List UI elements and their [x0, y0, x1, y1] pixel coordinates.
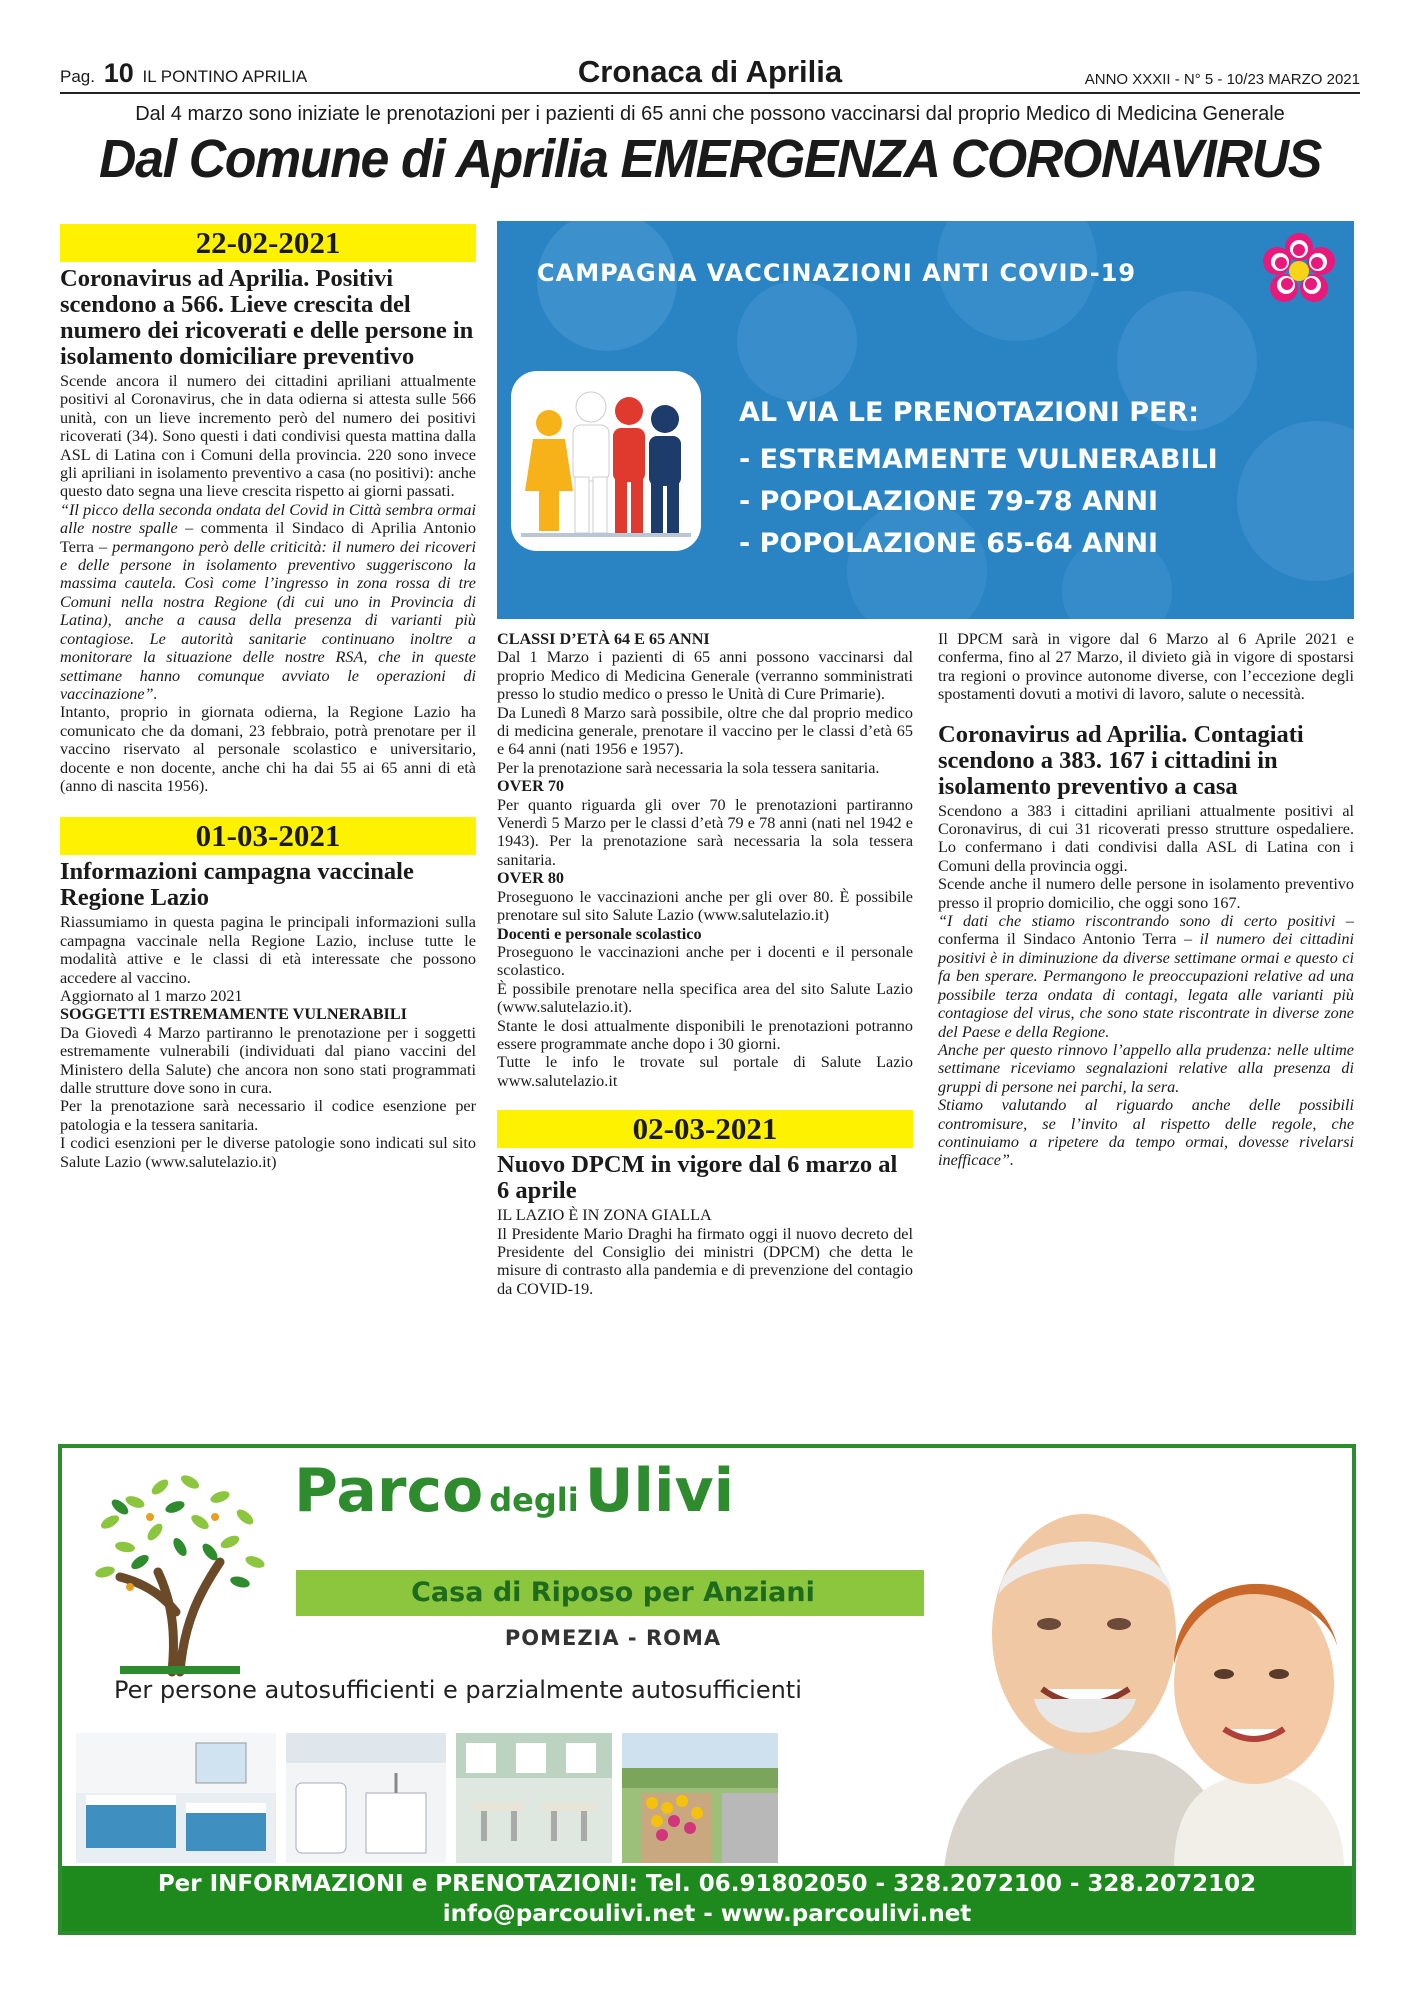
subheading: OVER 80: [497, 869, 565, 888]
paragraph: Tutte le info le trovate sul portale di Salute Lazio www.salutelazio.it: [497, 1053, 913, 1090]
masthead: [60, 54, 1360, 94]
quote-text: “I dati che stiamo riscontrando sono di certo positivi: [938, 912, 1336, 931]
bedroom-photo: [76, 1733, 276, 1863]
column-1: [60, 224, 476, 1171]
subheading: IL LAZIO È IN ZONA GIALLA: [497, 1206, 712, 1225]
quote-text: “Il picco della seconda ondata del Covid in Città sembra ormai alle nostre spalle: [60, 500, 476, 538]
paragraph: Per quanto riguarda gli over 70 le prenotazioni partiranno Venerdì 5 Marzo per le classi d’età 79 e 78 anni (nati nel 1942 e 1943). Per la prenotazione sarà necessaria la sola tessera sanitaria.: [497, 795, 913, 869]
subheading: CLASSI D’ETÀ 64 E 65 ANNI: [497, 630, 710, 648]
paragraph: Da Giovedì 4 Marzo partiranno le prenotazione per i soggetti estremamente vulnerabili (individuati dal piano vaccini del Ministero della Salute) che ancora non sono stati programmati dalle strutture dove sono in cura.: [60, 1023, 476, 1097]
date-bar: 22-02-2021: [60, 224, 476, 262]
section-title: Cronaca di Aprilia: [577, 54, 843, 89]
quote-paragraph: Stiamo valutando al riguardo anche delle possibili contromisure, se l’invito al rispetto delle regole, che continuiamo a ripetere da tempo ormai, dovesse rivelarsi inefficace”.: [938, 1096, 1354, 1170]
paragraph: Proseguono le vaccinazioni anche per gli over 80. È possibile prenotare sul sito Salute Lazio (www.salutelazio.it): [497, 887, 913, 925]
issue-info: ANNO XXXII - N° 5 - 10/23 MARZO 2021: [1084, 71, 1360, 88]
ad-subtitle: Casa di Riposo per Anziani: [296, 1570, 930, 1616]
paragraph: Riassumiamo in questa pagina le principali informazioni sulla campagna vaccinale nella Regione Lazio, incluse tutte le modalità attive e le classi di età interessate che possono accedere al vaccino.: [60, 913, 476, 987]
subheading: Docenti e personale scolastico: [497, 924, 702, 943]
paragraph: Proseguono le vaccinazioni anche per i docenti e il personale scolastico.: [497, 942, 913, 980]
date-bar: 02-03-2021: [497, 1110, 913, 1148]
olive-tree-icon: [80, 1462, 280, 1682]
quote-text: permangono però delle criticità: il numero dei ricoveri e delle persone in isolamento preventivo suggeriscono la massima cautela. Così come l’ingresso in zona rossa di tre Comuni nella nostra Regione (di cui uno in Provincia di Latina), anche a causa della presenza di varianti più contagiose. Le autorità sanitarie continuano inoltre a monitorare la situazione delle nostre RSA, che in queste settimane hanno comunque avviato le operazioni di vaccinazione”.: [60, 537, 476, 703]
article-title: Nuovo DPCM in vigore dal 6 marzo al 6 aprile: [497, 1151, 898, 1205]
quote-paragraph: [60, 501, 476, 703]
page-number: 10: [103, 58, 134, 88]
paragraph: È possibile prenotare nella specifica area del sito Salute Lazio (www.salutelazio.it).: [497, 979, 913, 1017]
banner-title: CAMPAGNA VACCINAZIONI ANTI COVID-19: [537, 259, 1137, 287]
family-icon: [511, 371, 701, 551]
paragraph: Intanto, proprio in giornata odierna, la Regione Lazio ha comunicato che da domani, 23 febbraio, potrà prenotare per il vaccino riservato al personale scolastico e universitario, docente e non docente, anche chi ha dai 55 ai 65 anni di età (anno di nascita 1956).: [60, 703, 476, 795]
ad-contact-bar: [62, 1866, 1352, 1931]
attribution: – conferma il Sindaco Antonio Terra –: [938, 912, 1355, 949]
ad-location: POMEZIA - ROMA: [504, 1626, 722, 1650]
article-title: Informazioni campagna vaccinale Regione Lazio: [60, 858, 414, 912]
ad-tagline: Per persone autosufficienti e parzialmente autosufficienti: [114, 1676, 802, 1704]
paragraph: Dal 1 Marzo i pazienti di 65 anni possono vaccinarsi dal proprio Medico di Medicina Generale (verranno somministrati presso lo studio medico o presso le Unità di Cure Primarie).: [497, 648, 913, 704]
quote-paragraph: [938, 912, 1354, 1041]
publication-name: IL PONTINO APRILIA: [142, 67, 308, 86]
paragraph: Scende ancora il numero dei cittadini apriliani attualmente positivi al Coronavirus, che in data odierna si attesta sulle 566 unità, con un lieve incremento però del numero dei positivi ricoverati (34). Sono questi i dati condivisi questa mattina dalla ASL di Latina con i Comuni della provincia. 220 sono invece gli apriliani in isolamento preventivo a casa (no positivi): anche questo dato segna una lieve crescita rispetto ai giorni passati.: [60, 372, 476, 501]
couple-photo: [924, 1484, 1344, 1868]
kicker: Dal 4 marzo sono iniziate le prenotazioni per i pazienti di 65 anni che possono vaccinarsi dal proprio Medico di Medicina Generale: [135, 103, 1285, 125]
paragraph: Scendono a 383 i cittadini apriliani attualmente positivi al Coronavirus, di cui 31 ricoverati presso strutture ospedaliere. Lo confermano i dati condivisi dalla ASL di Latina con i Comuni della provincia oggi.: [938, 801, 1354, 875]
dining-room-photo: [456, 1733, 612, 1863]
banner-list: [739, 439, 1218, 565]
paragraph: Il DPCM sarà in vigore dal 6 Marzo al 6 Aprile 2021 e conferma, fino al 27 Marzo, il divieto già in vigore di spostarsi tra regioni o province autonome diverse, con l’eccezione degli spostamenti dovuti a motivi di lavoro, salute o necessità.: [938, 630, 1354, 704]
logo-word: Parco: [294, 1456, 484, 1526]
advertisement: [58, 1444, 1356, 1935]
paragraph: I codici esenzioni per le diverse patologie sono indicati sul sito Salute Lazio (www.salutelazio.it): [60, 1134, 476, 1171]
quote-text: il numero dei cittadini positivi è in diminuzione da diverse settimane ormai e questo ci fa ben sperare. Permangono le preoccupazioni relative ad una possibile terza ondata di contagi, legata alle varianti più contagiose del virus, che sono state riscontrate in diverse zone del Paese e della Regione.: [938, 930, 1354, 1041]
subheading: SOGGETTI ESTREMAMENTE VULNERABILI: [60, 1005, 407, 1024]
date-bar: 01-03-2021: [60, 817, 476, 855]
article-title: Coronavirus ad Aprilia. Positivi scendono a 566. Lieve crescita del numero dei ricoverati e delle persone in isolamento domiciliare preventivo: [60, 265, 474, 370]
garden-photo: [622, 1733, 778, 1863]
paragraph: Stante le dosi attualmente disponibili le prenotazioni potranno essere programmate anche dopo i 30 giorni.: [497, 1016, 913, 1053]
quote-paragraph: Anche per questo rinnovo l’appello alla prudenza: nelle ultime settimane riceviamo segnalazioni relative alla presenza di gruppi di persone nei parchi, la sera.: [938, 1040, 1354, 1096]
paragraph: Scende anche il numero delle persone in isolamento preventivo presso il proprio domicilio, che oggi sono 167.: [938, 875, 1354, 912]
column-2: [497, 630, 913, 1298]
flower-icon: [1257, 229, 1341, 313]
banner-line: - POPOLAZIONE 79-78 ANNI: [739, 486, 1159, 517]
paragraph: Per la prenotazione sarà necessaria la sola tessera sanitaria.: [497, 758, 880, 777]
logo-word: degli: [489, 1481, 579, 1519]
column-3: [938, 630, 1354, 1170]
article-title: Coronavirus ad Aprilia. Contagiati scendono a 383. 167 i cittadini in isolamento preventivo a casa: [938, 720, 1304, 800]
page-headline: Dal Comune di Aprilia EMERGENZA CORONAVIRUS: [99, 129, 1321, 189]
subheading: OVER 70: [497, 777, 565, 796]
attribution: – commenta il Sindaco di Aprilia Antonio Terra –: [60, 519, 476, 556]
bathroom-photo: [286, 1733, 446, 1863]
banner-line: - ESTREMAMENTE VULNERABILI: [739, 444, 1218, 475]
logo-word: Ulivi: [584, 1456, 735, 1526]
brand-logo: [294, 1456, 734, 1526]
update-note: Aggiornato al 1 marzo 2021: [60, 986, 243, 1005]
banner-lead: AL VIA LE PRENOTAZIONI PER:: [739, 397, 1200, 428]
contact-web: info@parcoulivi.net - www.parcoulivi.net: [442, 1901, 972, 1927]
banner-line: - POPOLAZIONE 65-64 ANNI: [739, 528, 1159, 559]
paragraph: Per la prenotazione sarà necessario il codice esenzione per patologia e la tessera sanitaria.: [60, 1097, 476, 1134]
contact-phones: Per INFORMAZIONI e PRENOTAZIONI: Tel. 06.91802050 - 328.2072100 - 328.2072102: [157, 1871, 1257, 1897]
page-prefix: Pag.: [60, 67, 95, 86]
vaccination-banner: [497, 221, 1354, 619]
paragraph: Da Lunedì 8 Marzo sarà possibile, oltre che dal proprio medico di medicina generale, prenotare il vaccino per le classi d’età 65 e 64 anni (nati 1956 e 1957).: [497, 703, 913, 759]
paragraph: Il Presidente Mario Draghi ha firmato oggi il nuovo decreto del Presidente del Consiglio dei ministri (DPCM) che detta le misure di contrasto alla pandemia e di prevenzione del contagio da COVID-19.: [497, 1224, 913, 1298]
